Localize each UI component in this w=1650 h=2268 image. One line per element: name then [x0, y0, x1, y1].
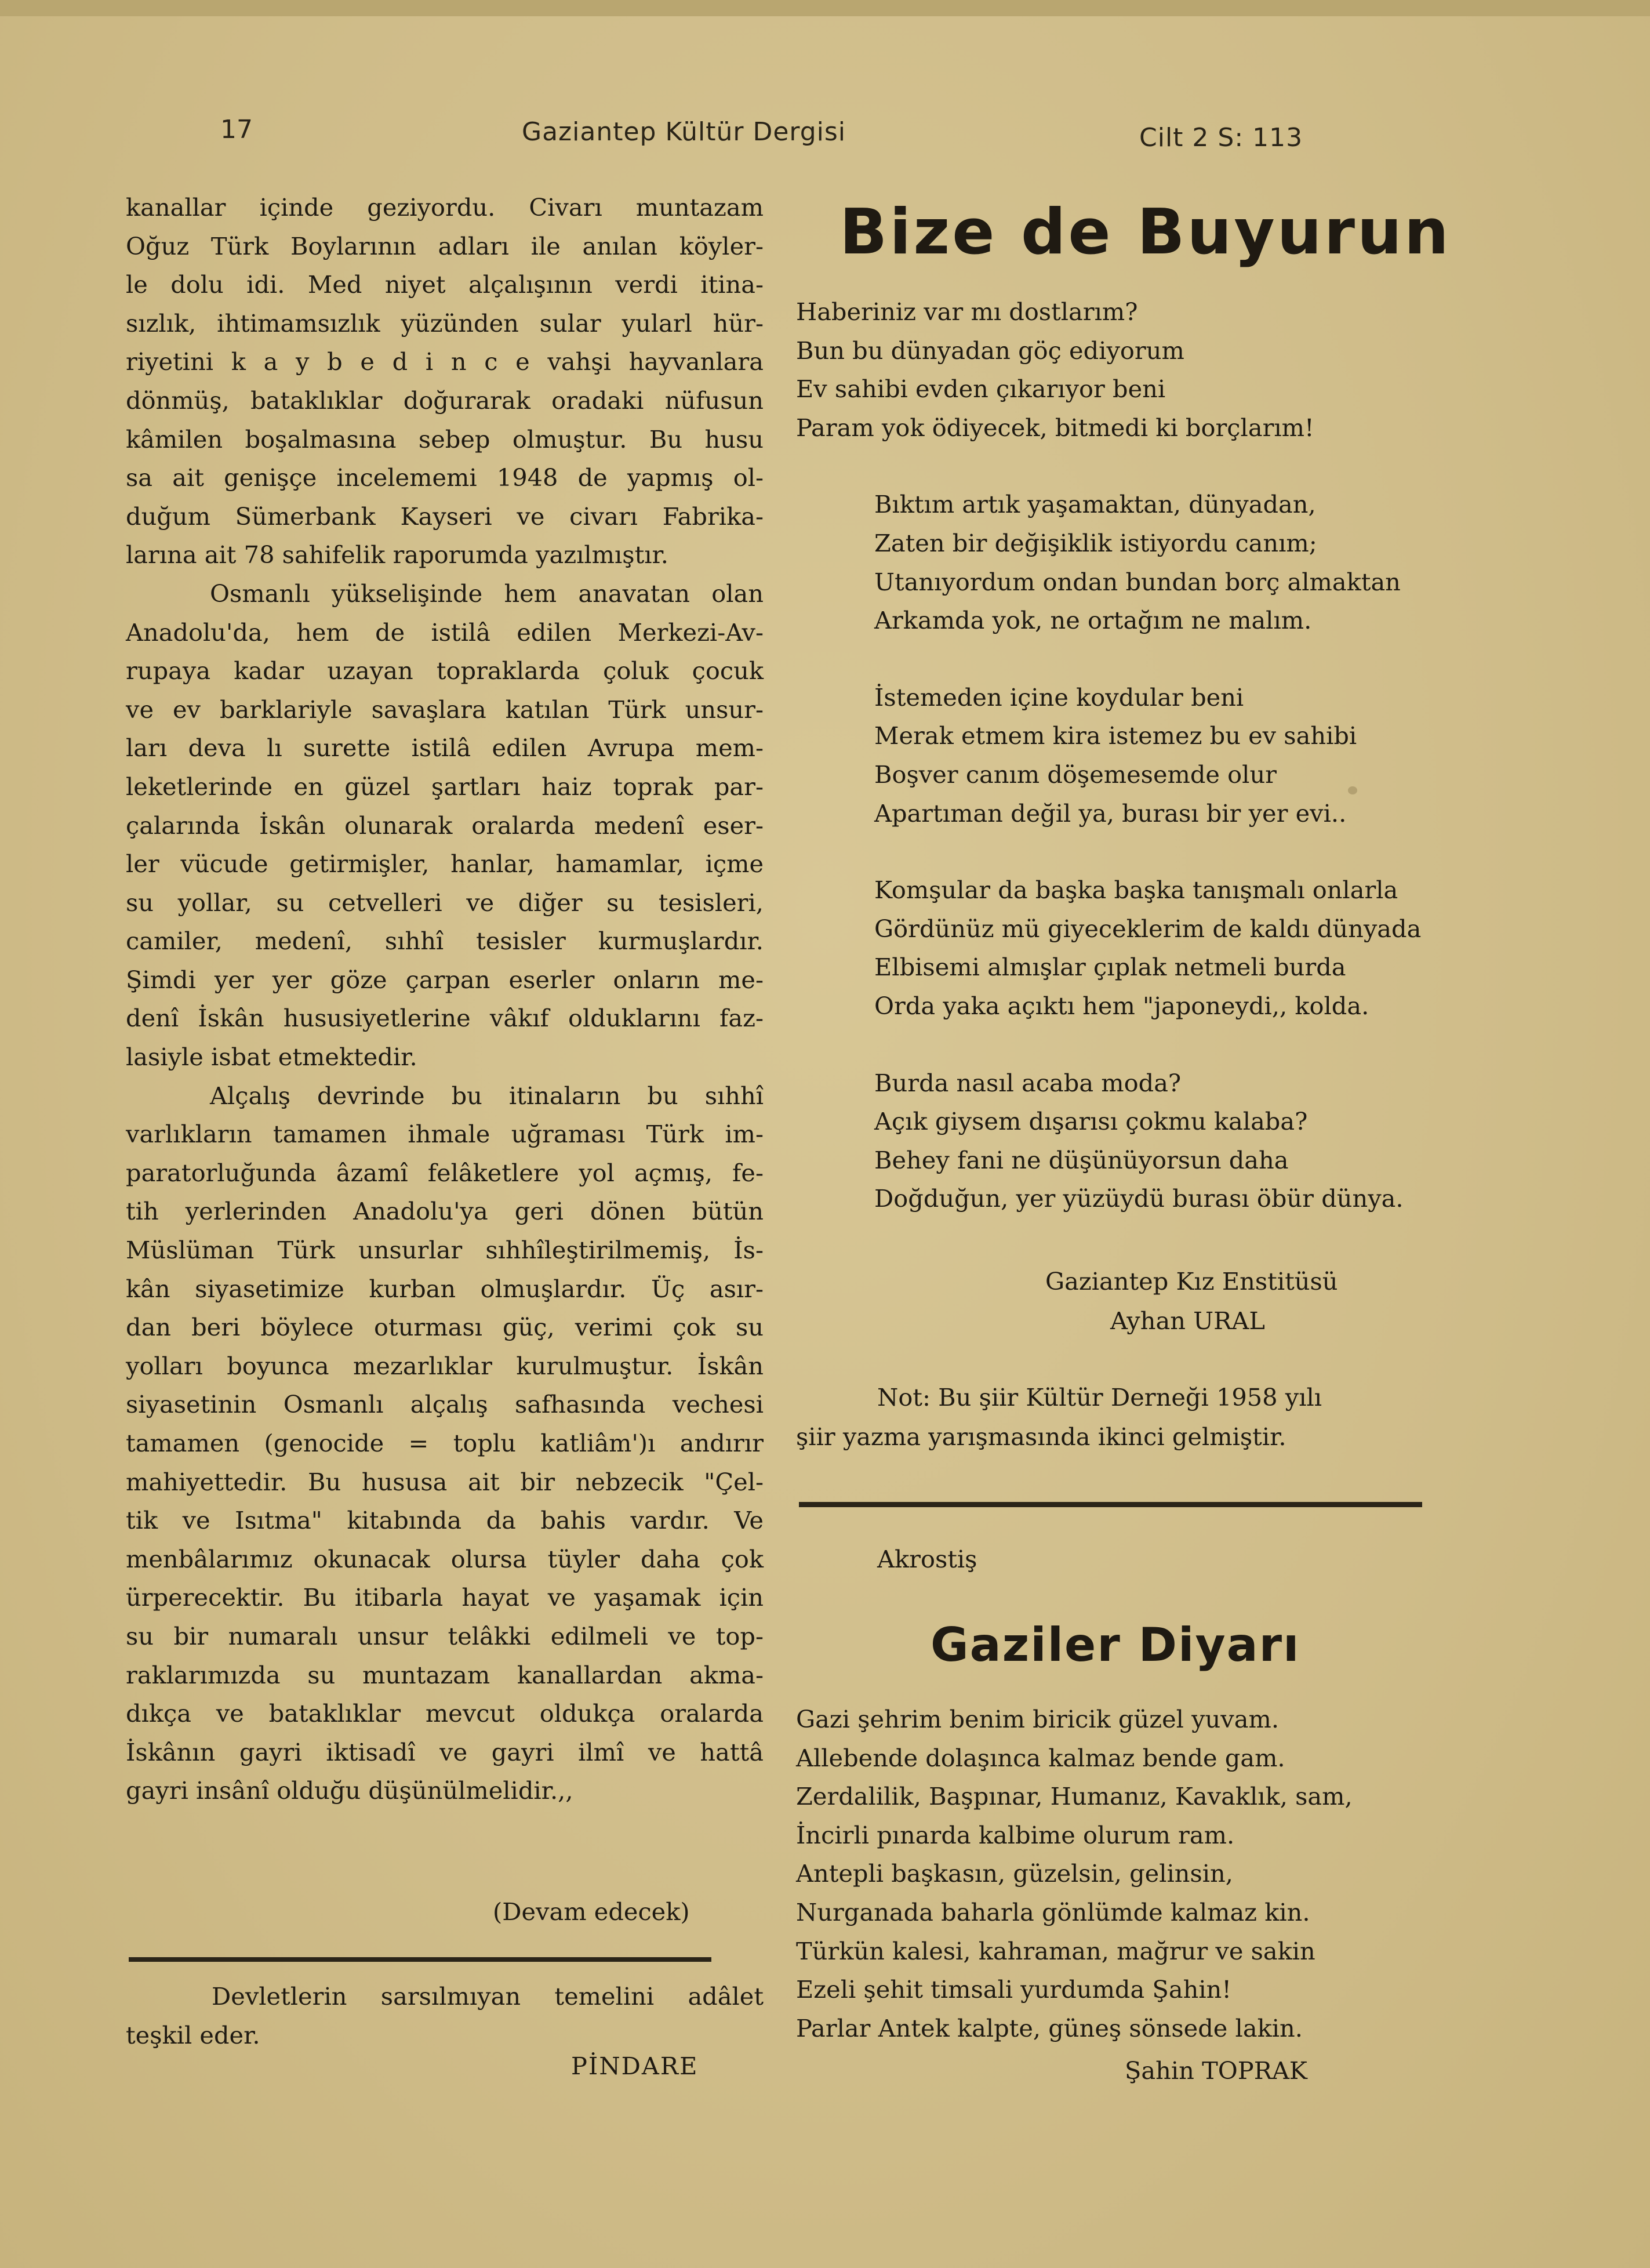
poem-line: Arkamda yok, ne ortağım ne malım.	[874, 606, 1312, 635]
poem-line: Param yok ödiyecek, bitmedi ki borçlarım!	[796, 413, 1314, 442]
article-line: çalarında İskân olunarak oralarda medenî eser-	[126, 811, 764, 840]
acrostic-line: Ezeli şehit timsali yurdumda Şahin!	[796, 1975, 1231, 2004]
poem-line: Bıktım artık yaşamaktan, dünyadan,	[874, 490, 1316, 519]
quote-author: PİNDARE	[571, 2052, 699, 2080]
magazine-title: Gaziantep Kültür Dergisi	[522, 117, 846, 147]
article-line: gayri insânî olduğu düşünülmelidir.,,	[126, 1776, 573, 1805]
article-line: le dolu idi. Med niyet alçalışının verdi itina-	[126, 270, 764, 299]
acrostic-line: Nurganada baharla gönlümde kalmaz kin.	[796, 1897, 1310, 1926]
poem-line: Bun bu dünyadan göç ediyorum	[796, 336, 1184, 365]
article-line: Şimdi yer yer göze çarpan eserler onların me-	[126, 965, 764, 994]
article-line: Oğuz Türk Boylarının adları ile anılan köyler-	[126, 231, 764, 260]
poem-line: Açık giysem dışarısı çokmu kalaba?	[874, 1107, 1308, 1136]
article-column	[126, 188, 764, 1810]
acrostic-body	[796, 1700, 1353, 2048]
article-line: Osmanlı yükselişinde hem anavatan olan	[210, 579, 764, 608]
acrostic-line: Allebende dolaşınca kalmaz bende gam.	[796, 1743, 1285, 1772]
article-line: duğum Sümerbank Kayseri ve civarı Fabrika-	[126, 502, 764, 531]
quote-block	[126, 1977, 764, 2055]
article-line: paratorluğunda âzamî felâketlere yol açmış, fe-	[126, 1158, 764, 1187]
acrostic-author: Şahin TOPRAK	[1125, 2056, 1307, 2085]
article-line: yolları boyunca mezarlıklar kurulmuştur. İskân	[126, 1351, 764, 1380]
article-line: dan beri böylece oturması güç, verimi çok su	[126, 1313, 764, 1342]
poem-note-line-1: Not: Bu şiir Kültür Derneği 1958 yılı	[877, 1383, 1322, 1411]
article-line: rupaya kadar uzayan topraklarda çoluk çocuk	[126, 656, 764, 685]
article-line: ler vücude getirmişler, hanlar, hamamlar, içme	[126, 850, 764, 879]
poem-line: Doğduğun, yer yüzüydü burası öbür dünya.	[874, 1184, 1404, 1213]
ink-smudge	[1348, 786, 1357, 794]
article-line: larına ait 78 sahifelik raporumda yazılmıştır.	[126, 540, 668, 569]
article-line: Müslüman Türk unsurlar sıhhîleştirilmemiş, İs-	[126, 1236, 764, 1265]
page-header	[220, 115, 1322, 155]
poem-line: Elbisemi almışlar çıplak netmeli burda	[874, 953, 1346, 982]
article-line: menbâlarımız okunacak olursa tüyler daha çok	[126, 1544, 764, 1573]
page-top-edge	[0, 0, 1650, 16]
article-line: İskânın gayri iktisadî ve gayri ilmî ve hattâ	[126, 1737, 764, 1766]
article-line: ları deva lı surette istilâ edilen Avrupa mem-	[126, 734, 764, 763]
article-line: su bir numaralı unsur telâkki edilmeli ve top-	[126, 1621, 764, 1650]
poem-line: Haberiniz var mı dostlarım?	[796, 297, 1138, 326]
poem-line: Ev sahibi evden çıkarıyor beni	[796, 375, 1166, 404]
article-line: siyasetinin Osmanlı alçalış safhasında vechesi	[126, 1390, 764, 1419]
continued-note: (Devam edecek)	[493, 1897, 690, 1926]
poem-line: Apartıman değil ya, burası bir yer evi..	[874, 799, 1347, 828]
quote-line-1: Devletlerin sarsılmıyan temelini adâlet	[212, 1982, 764, 2011]
poem-stanza	[796, 871, 1421, 1025]
poem-line: Utanıyordum ondan bundan borç almaktan	[874, 567, 1401, 596]
divider-rule-right	[799, 1502, 1422, 1507]
volume-issue: Cilt 2 S: 113	[1139, 123, 1303, 153]
poem-school: Gaziantep Kız Enstitüsü	[1045, 1267, 1338, 1296]
article-line: tih yerlerinden Anadolu'ya geri dönen bütün	[126, 1197, 764, 1226]
poem-line: Gördünüz mü giyeceklerim de kaldı dünyada	[874, 914, 1422, 943]
article-line: tamamen (genocide = toplu katliâm')ı andırır	[126, 1429, 764, 1457]
poem-stanza	[796, 678, 1421, 833]
article-line: riyetini k a y b e d i n c e vahşi hayvanlara	[126, 347, 764, 376]
poem-line: İstemeden içine koydular beni	[874, 683, 1244, 712]
page-number: 17	[220, 115, 253, 144]
article-line: kanallar içinde geziyordu. Civarı muntazam	[126, 193, 764, 222]
article-line: Anadolu'da, hem de istilâ edilen Merkezi-Av-	[126, 618, 764, 647]
poem-line: Komşular da başka başka tanışmalı onlarla	[874, 876, 1398, 905]
poem-stanza	[796, 485, 1421, 640]
divider-rule-left	[129, 1957, 711, 1962]
poem-note-line-2: şiir yazma yarışmasında ikinci gelmiştir.	[796, 1423, 1286, 1451]
poem-line: Orda yaka açıktı hem "japoneydi,, kolda.	[874, 991, 1369, 1020]
article-line: raklarımızda su muntazam kanallardan akma-	[126, 1660, 764, 1689]
acrostic-line: Parlar Antek kalpte, güneş sönsede lakin.	[796, 2013, 1303, 2042]
article-line: su yollar, su cetvelleri ve diğer su tesisleri,	[126, 888, 764, 917]
article-line: dönmüş, bataklıklar doğurarak oradaki nüfusun	[126, 386, 764, 415]
poem-line: Boşver canım döşemesemde olur	[874, 760, 1277, 789]
acrostic-label: Akrostiş	[877, 1545, 977, 1573]
article-line: kân siyasetimize kurban olmuşlardır. Üç asır-	[126, 1274, 764, 1303]
poem-title: Bize de Buyurun	[839, 196, 1451, 268]
acrostic-line: İncirli pınarda kalbime olurum ram.	[796, 1820, 1235, 1849]
article-line: sızlık, ihtimamsızlık yüzünden sular yularl hür-	[126, 309, 764, 338]
article-line: lasiyle isbat etmektedir.	[126, 1043, 417, 1072]
poem-line: Zaten bir değişiklik istiyordu canım;	[874, 528, 1317, 557]
poem-line: Burda nasıl acaba moda?	[874, 1068, 1182, 1097]
acrostic-title: Gaziler Diyarı	[931, 1618, 1300, 1672]
article-line: ve ev barklariyle savaşlara katılan Türk unsur-	[126, 695, 764, 724]
article-line: dıkça ve bataklıklar mevcut oldukça oralarda	[126, 1699, 764, 1728]
article-line: ürperecektir. Bu itibarla hayat ve yaşamak için	[126, 1583, 764, 1612]
article-line: varlıkların tamamen ihmale uğraması Türk im-	[126, 1120, 764, 1149]
poem-line: Behey fani ne düşünüyorsun daha	[874, 1145, 1289, 1174]
acrostic-line: Türkün kalesi, kahraman, mağrur ve sakin	[796, 1936, 1315, 1965]
article-line: denî İskân hususiyetlerine vâkıf olduklarını faz-	[126, 1004, 764, 1033]
article-line: sa ait genişçe incelememi 1948 de yapmış ol-	[126, 463, 764, 492]
acrostic-line: Zerdalilik, Başpınar, Humanız, Kavaklık, sam,	[796, 1782, 1353, 1811]
article-line: mahiyettedir. Bu hususa ait bir nebzecik "Çel-	[126, 1467, 764, 1496]
poem-author: Ayhan URAL	[1110, 1307, 1265, 1335]
poem-body	[796, 293, 1421, 1257]
article-line: tik ve Isıtma" kitabında da bahis vardır. Ve	[126, 1506, 764, 1535]
article-line: camiler, medenî, sıhhî tesisler kurmuşlardır.	[126, 927, 764, 956]
article-line: Alçalış devrinde bu itinaların bu sıhhî	[210, 1081, 764, 1110]
article-line: leketlerinde en güzel şartları haiz toprak par-	[126, 772, 764, 801]
poem-line: Merak etmem kira istemez bu ev sahibi	[874, 721, 1357, 750]
article-line: kâmilen boşalmasına sebep olmuştur. Bu husu	[126, 424, 764, 453]
acrostic-line: Gazi şehrim benim biricik güzel yuvam.	[796, 1705, 1280, 1733]
acrostic-line: Antepli başkasın, güzelsin, gelinsin,	[796, 1859, 1233, 1888]
poem-stanza	[796, 293, 1421, 447]
poem-stanza	[796, 1064, 1421, 1218]
quote-line-2: teşkil eder.	[126, 2020, 260, 2049]
